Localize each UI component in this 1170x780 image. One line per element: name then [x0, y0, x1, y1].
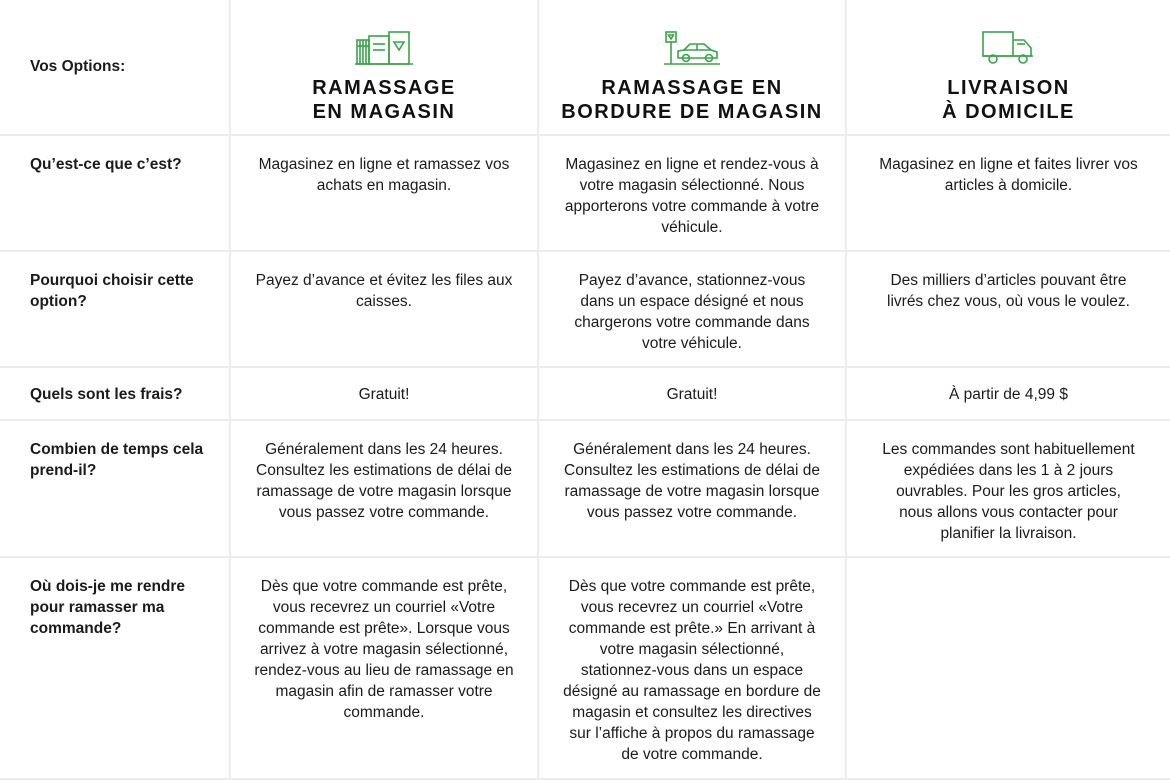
table-cell: Dès que votre commande est prête, vous recevrez un courriel «Votre commande est prête.» En arrivant à votre magasin sélectionné, stationnez-vous dans un espace désigné au ramassage en bordure de magasin et consultez les directives sur l’affiche à propos du ramassage de votre commande. — [539, 558, 847, 780]
curbside-car-icon — [664, 30, 720, 66]
column-header-curbside-pickup — [539, 0, 847, 136]
table-cell: Gratuit! — [539, 368, 847, 421]
column-header-home-delivery — [847, 0, 1170, 136]
column-header-store-pickup — [231, 0, 539, 136]
column-title: LIVRAISON À DOMICILE — [942, 77, 1075, 123]
table-cell: Payez d’avance et évitez les files aux caisses. — [231, 252, 539, 368]
table-cell: Dès que votre commande est prête, vous recevrez un courriel «Votre commande est prête». Lorsque vous arrivez à votre magasin sélectionné, rendez-vous au lieu de ramassage en magasin afin de ramasser votre commande. — [231, 558, 539, 780]
column-title: RAMASSAGE EN MAGASIN — [312, 77, 456, 123]
row-question: Combien de temps cela prend-il? — [0, 421, 231, 558]
table-cell: Les commandes sont habituellement expédiées dans les 1 à 2 jours ouvrables. Pour les gros articles, nous allons vous contacter pour planifier la livraison. — [847, 421, 1170, 558]
table-cell: Payez d’avance, stationnez-vous dans un espace désigné et nous chargerons votre commande dans votre véhicule. — [539, 252, 847, 368]
row-question: Pourquoi choisir cette option? — [0, 252, 231, 368]
table-cell: Généralement dans les 24 heures. Consultez les estimations de délai de ramassage de votre magasin lorsque vous passez votre commande. — [539, 421, 847, 558]
row-question: Où dois-je me rendre pour ramasser ma commande? — [0, 558, 231, 780]
options-label: Vos Options: — [0, 0, 231, 136]
table-cell: Des milliers d’articles pouvant être livrés chez vous, où vous le voulez. — [847, 252, 1170, 368]
store-icon — [355, 30, 413, 66]
table-cell: Gratuit! — [231, 368, 539, 421]
table-cell — [847, 558, 1170, 780]
delivery-truck-icon — [981, 30, 1037, 66]
table-cell: Magasinez en ligne et ramassez vos achats en magasin. — [231, 136, 539, 252]
row-question: Qu’est-ce que c’est? — [0, 136, 231, 252]
table-cell: Généralement dans les 24 heures. Consultez les estimations de délai de ramassage de votre magasin lorsque vous passez votre commande. — [231, 421, 539, 558]
row-question: Quels sont les frais? — [0, 368, 231, 421]
table-cell: Magasinez en ligne et rendez-vous à votre magasin sélectionné. Nous apporterons votre commande à votre véhicule. — [539, 136, 847, 252]
column-title: RAMASSAGE EN BORDURE DE MAGASIN — [561, 77, 823, 123]
table-cell: Magasinez en ligne et faites livrer vos articles à domicile. — [847, 136, 1170, 252]
table-cell: À partir de 4,99 $ — [847, 368, 1170, 421]
